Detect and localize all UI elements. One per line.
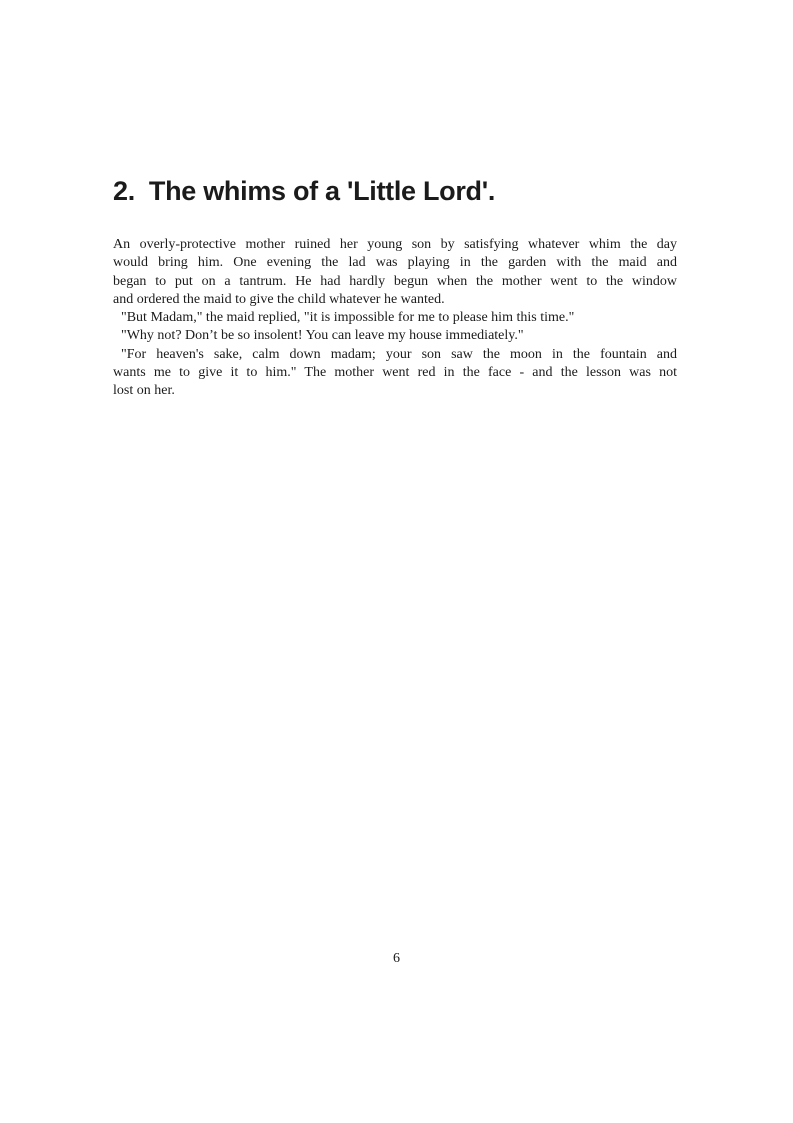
paragraph bbox=[113, 327, 677, 345]
text-line: "Why not? Don’t be so insolent! You can leave my house immediately." bbox=[121, 328, 524, 344]
text-line: would bring him. One evening the lad was playing in the garden with the maid and bbox=[113, 255, 677, 271]
text-line: "But Madam," the maid replied, "it is impossible for me to please him this time." bbox=[121, 310, 575, 326]
section-number: 2. bbox=[113, 176, 135, 206]
paragraph bbox=[113, 346, 677, 401]
text-line: began to put on a tantrum. He had hardly begun when the mother went to the window bbox=[113, 273, 677, 289]
text-line: and ordered the maid to give the child whatever he wanted. bbox=[113, 291, 445, 307]
text-line: "For heaven's sake, calm down madam; your son saw the moon in the fountain and bbox=[121, 346, 677, 362]
page-number: 6 bbox=[393, 951, 400, 966]
section-heading bbox=[113, 176, 495, 206]
section-title: The whims of a 'Little Lord'. bbox=[148, 176, 496, 206]
paragraph bbox=[113, 309, 677, 327]
body-text bbox=[113, 236, 677, 401]
text-line: wants me to give it to him." The mother went red in the face - and the lesson was not bbox=[113, 365, 677, 381]
paragraph bbox=[113, 236, 677, 309]
text-line: lost on her. bbox=[113, 383, 175, 399]
text-line: An overly-protective mother ruined her young son by satisfying whatever whim the day bbox=[113, 237, 677, 252]
